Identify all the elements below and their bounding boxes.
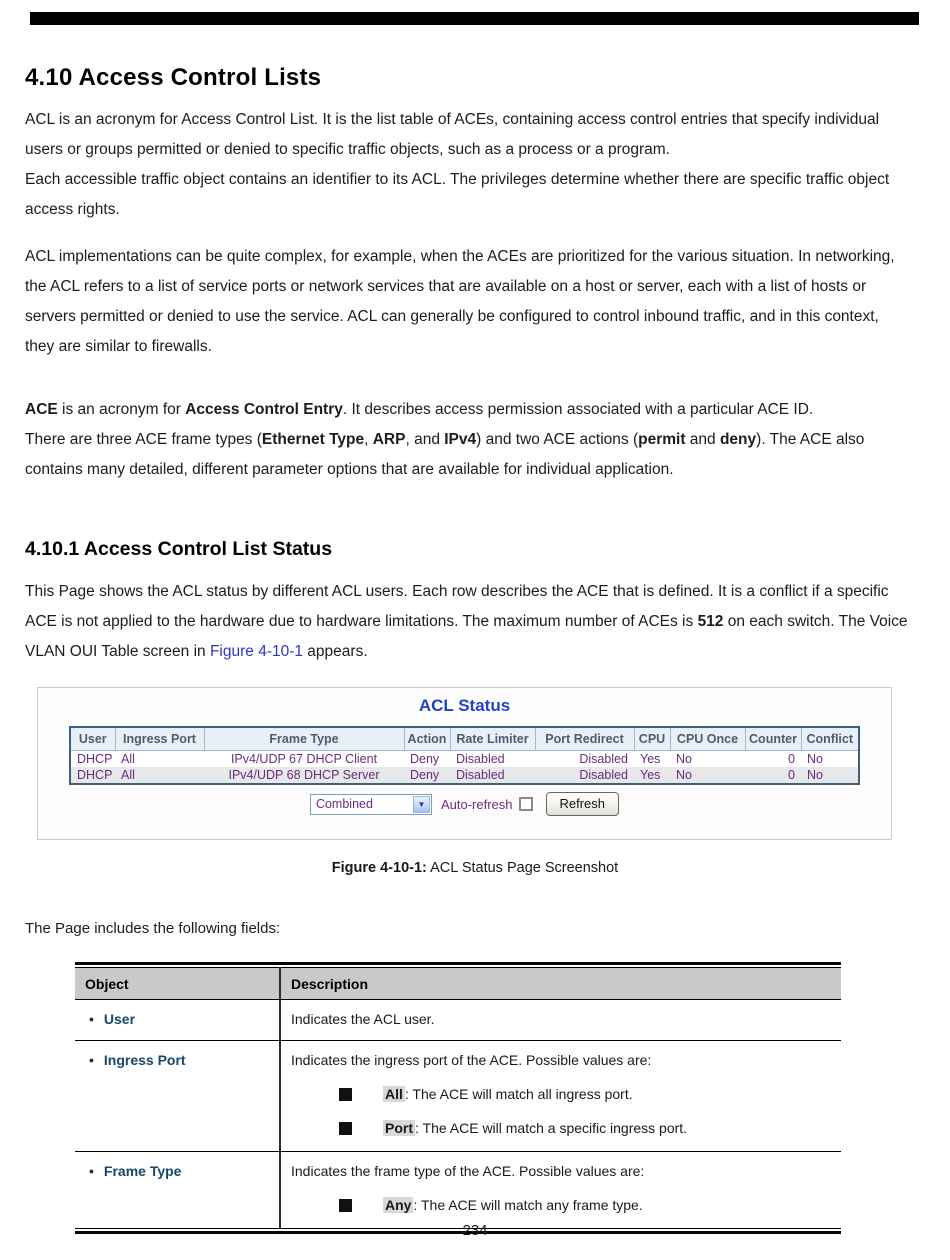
- acl-status-controls: [38, 792, 891, 816]
- field-row-user: [75, 1000, 841, 1041]
- square-bullet-icon: [339, 1199, 352, 1212]
- acl-col-cpu: CPU: [634, 727, 670, 750]
- bold-text: permit: [638, 431, 686, 448]
- paragraph-line: [25, 425, 912, 485]
- paragraph-acl-implementations: ACL implementations can be quite complex, for example, when the ACEs are prioritized for the various situation. In networking, the ACL refers to a list of service ports or network services that are available on a host or server, each with a list of hosts or servers permitted or denied to use the service. ACL can generally be configured to control inbound traffic, and in this context, they are similar to firewalls.: [25, 248, 895, 355]
- acl-cell: Deny: [410, 768, 440, 782]
- plain-text: . It describes access permission associated with a particular ACE ID.: [342, 401, 814, 418]
- acl-cell: 0: [788, 751, 795, 766]
- bold-text: ACE: [25, 401, 58, 418]
- fields-col-description: Description: [280, 968, 841, 1000]
- field-object: [75, 1000, 280, 1041]
- paragraph-line: ACL is an acronym for Access Control List. It is the list table of ACEs, containing access control entries that specify individual users or groups permitted or denied to specific traffic objects, such as a process or a program.: [25, 111, 880, 158]
- acl-cell: IPv4/UDP 67 DHCP Client: [230, 751, 378, 766]
- field-description: [280, 1041, 841, 1152]
- acl-cell: Disabled: [456, 751, 505, 766]
- bold-text: Access Control Entry: [185, 401, 343, 418]
- bold-text: 512: [697, 613, 724, 630]
- acl-cell: All: [121, 751, 135, 766]
- acl-cell: Disabled: [579, 768, 628, 782]
- acl-col-frame-type: Frame Type: [204, 727, 404, 750]
- plain-text: and: [685, 431, 720, 448]
- section-title: 4.10.1 Access Control List Status: [25, 538, 333, 560]
- square-bullet-icon: [339, 1088, 352, 1101]
- bold-text: Ethernet Type: [261, 431, 365, 448]
- paragraph-acl-status: [25, 577, 912, 667]
- field-description: [280, 1152, 841, 1229]
- chevron-down-icon[interactable]: ▼: [413, 796, 430, 813]
- option-term: All: [385, 1086, 403, 1102]
- figure-caption-text: ACL Status Page Screenshot: [426, 860, 619, 876]
- option-term: Any: [385, 1197, 412, 1213]
- field-object-label: Frame Type: [103, 1163, 182, 1179]
- field-description-text: Indicates the frame type of the ACE. Possible values are:: [291, 1163, 645, 1179]
- acl-col-counter: Counter: [745, 727, 801, 750]
- field-description: Indicates the ACL user.: [280, 1000, 841, 1041]
- figure-caption: [0, 860, 950, 876]
- field-row-frame-type: [75, 1152, 841, 1229]
- bullet-icon: •: [89, 1052, 94, 1068]
- figure-link[interactable]: Figure 4-10-1: [209, 643, 303, 660]
- acl-col-port-redirect: Port Redirect: [535, 727, 634, 750]
- acl-row-dhcp-client: [70, 750, 859, 767]
- fields-header-row: [75, 968, 841, 1000]
- refresh-button[interactable]: Refresh: [546, 792, 620, 816]
- auto-refresh-label: Auto-refresh: [440, 796, 513, 812]
- acl-cell: Disabled: [456, 768, 505, 782]
- paragraph-ace-definition: [25, 395, 912, 485]
- field-description-text: Indicates the ingress port of the ACE. Possible values are:: [291, 1052, 652, 1068]
- acl-cell: DHCP: [77, 768, 113, 782]
- field-object: [75, 1152, 280, 1229]
- bold-text: deny: [719, 431, 757, 448]
- page-number: 234: [462, 1222, 488, 1239]
- status-mode-select[interactable]: [310, 794, 432, 815]
- acl-cell: No: [807, 751, 823, 766]
- paragraph-line: Each accessible traffic object contains an identifier to its ACL. The privileges determine whether there are specific traffic object access rights.: [25, 171, 890, 218]
- option-text: : The ACE will match all ingress port.: [404, 1086, 633, 1102]
- acl-cell: No: [807, 768, 823, 782]
- acl-cell: DHCP: [77, 751, 113, 766]
- plain-text: There are three ACE frame types (: [25, 431, 262, 448]
- option-term: Port: [385, 1120, 413, 1136]
- acl-cell: No: [676, 768, 692, 782]
- sub-bullet-text: [383, 1196, 643, 1215]
- plain-text: appears.: [303, 643, 368, 660]
- acl-col-cpu-once: CPU Once: [670, 727, 745, 750]
- acl-col-user: User: [70, 727, 115, 750]
- bullet-icon: •: [89, 1011, 94, 1027]
- acl-cell: Yes: [640, 768, 661, 782]
- acl-cell: Disabled: [579, 751, 628, 766]
- acl-cell: No: [676, 751, 692, 766]
- plain-text: is an acronym for: [57, 401, 186, 418]
- field-row-ingress-port: [75, 1041, 841, 1152]
- acl-row-dhcp-server: [70, 767, 859, 784]
- page-header-bar: [30, 12, 919, 25]
- field-object-label: User: [103, 1011, 136, 1027]
- acl-cell: IPv4/UDP 68 DHCP Server: [228, 768, 380, 782]
- acl-col-action: Action: [404, 727, 450, 750]
- plain-text: , and: [405, 431, 445, 448]
- acl-col-conflict: Conflict: [801, 727, 859, 750]
- acl-status-screenshot: [37, 687, 892, 840]
- auto-refresh-checkbox[interactable]: [519, 797, 533, 811]
- chapter-title: 4.10 Access Control Lists: [25, 64, 322, 91]
- bold-text: ARP: [372, 431, 406, 448]
- fields-col-object: Object: [75, 968, 280, 1000]
- sub-bullet-text: [383, 1119, 687, 1138]
- acl-cell: All: [121, 768, 135, 782]
- acl-col-rate-limiter: Rate Limiter: [450, 727, 535, 750]
- field-object: [75, 1041, 280, 1152]
- bold-text: IPv4: [444, 431, 477, 448]
- sub-bullet: [339, 1085, 831, 1104]
- acl-status-title: ACL Status: [418, 696, 511, 715]
- acl-col-ingress-port: Ingress Port: [115, 727, 204, 750]
- fields-table: [75, 967, 841, 1229]
- acl-header-row: [70, 727, 859, 750]
- option-text: : The ACE will match a specific ingress port.: [415, 1120, 688, 1136]
- acl-cell: Yes: [640, 751, 661, 766]
- plain-text: This Page shows the ACL status by different ACL users. Each row describes the ACE that is defined. It is a conflict if a specific ACE is not applied to the hardware due to hardware limitations. The maximum number of ACEs is: [25, 583, 889, 630]
- plain-text: ) and two ACE actions (: [476, 431, 639, 448]
- sub-bullet-text: [383, 1085, 633, 1104]
- paragraph-acl-definition: [25, 105, 910, 225]
- figure-caption-label: Figure 4-10-1:: [331, 860, 427, 876]
- plain-text: ,: [364, 431, 373, 448]
- select-value: Combined: [315, 796, 373, 811]
- paragraph-line: [25, 395, 912, 425]
- plain-text: ). The ACE also contains many detailed, different parameter options that are available for individual application.: [25, 431, 865, 478]
- option-text: : The ACE will match any frame type.: [413, 1197, 643, 1213]
- sub-bullet: [339, 1196, 831, 1215]
- acl-cell: 0: [788, 768, 795, 782]
- square-bullet-icon: [339, 1122, 352, 1135]
- fields-table-wrap: [75, 962, 841, 1234]
- fields-intro-text: The Page includes the following fields:: [25, 920, 281, 937]
- field-object-label: Ingress Port: [103, 1052, 186, 1068]
- plain-text: on each switch. The Voice VLAN OUI Table screen in: [25, 613, 908, 660]
- acl-status-table: [69, 726, 860, 785]
- bullet-icon: •: [89, 1163, 94, 1179]
- sub-bullet: [339, 1119, 831, 1138]
- acl-cell: Deny: [410, 751, 440, 766]
